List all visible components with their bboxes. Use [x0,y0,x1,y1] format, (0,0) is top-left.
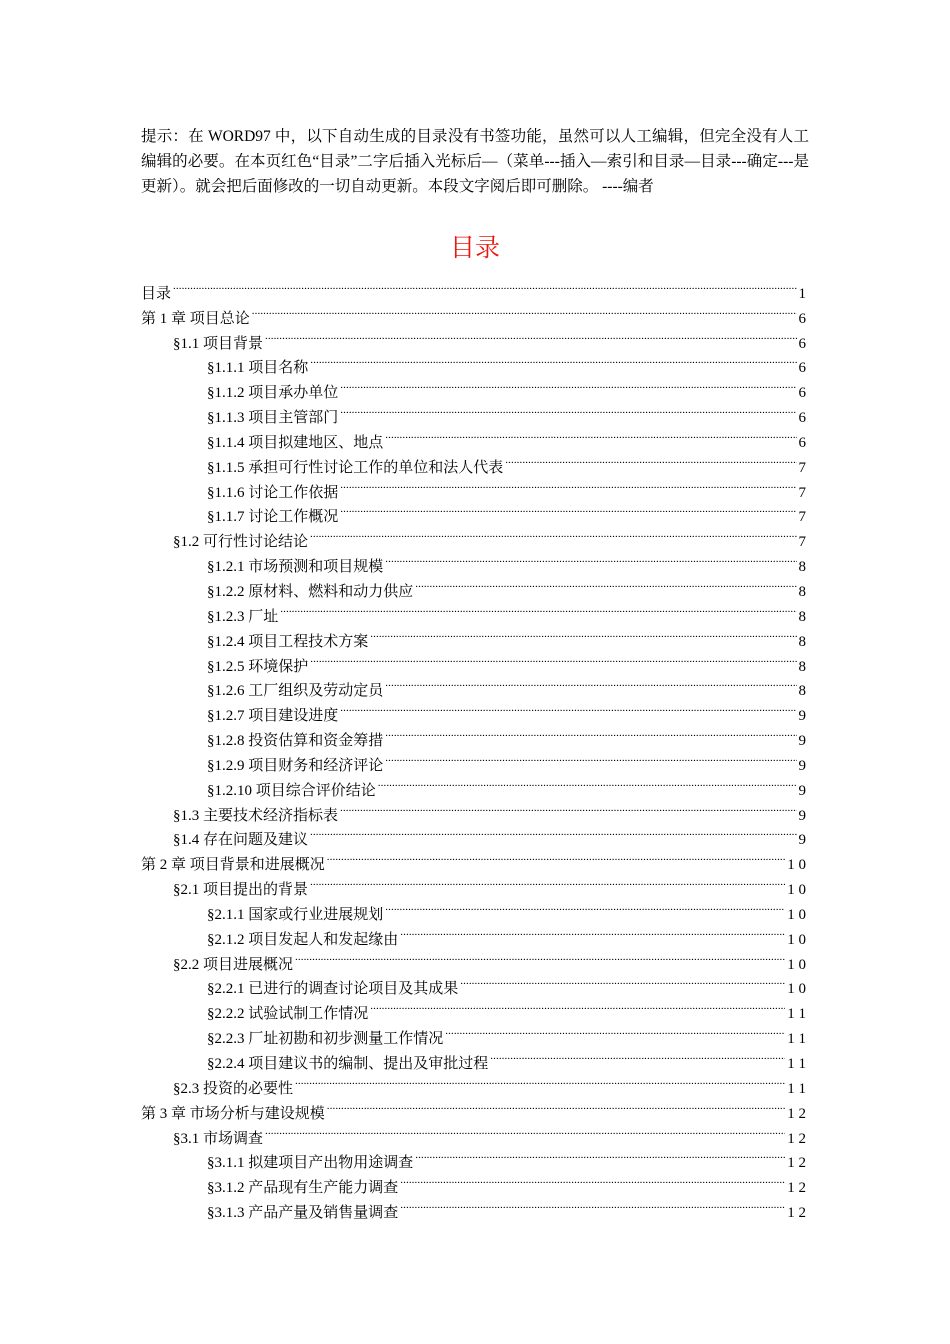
toc-entry-label: §3.1.2 产品现有生产能力调查 [207,1180,399,1197]
toc-dot-leader [460,969,785,994]
toc-entry-page-number: 8 [798,583,806,600]
toc-entry-label: §1.2.7 项目建设进度 [207,708,339,725]
toc-entry-label: §2.2.2 试验试制工作情况 [207,1006,369,1023]
toc-dot-leader [385,671,796,696]
toc-entry-label: §1.1 项目背景 [173,335,264,352]
toc-entry-page-number: 1 2 [787,1155,806,1172]
toc-dot-leader [415,571,796,596]
toc-entry-label: §1.1.6 讨论工作依据 [207,484,339,501]
toc-entry-page-number: 1 2 [787,1205,806,1222]
toc-entry[interactable] [141,273,806,302]
toc-entry-label: 目录 [141,285,172,302]
toc-dot-leader [173,273,796,298]
toc-entry-label: §1.2.9 项目财务和经济评论 [207,757,384,774]
toc-entry-page-number: 1 2 [787,1130,806,1147]
toc-dot-leader [378,770,797,795]
toc-entry-label: §2.1.1 国家或行业进展规划 [207,906,384,923]
toc-entry-label: §1.1.4 项目拟建地区、地点 [207,434,384,451]
toc-entry-page-number: 7 [798,509,806,526]
toc-dot-leader [340,695,796,720]
toc-entry-page-number: 1 2 [787,1105,806,1122]
toc-entry-label: §1.2.10 项目综合评价结论 [207,782,376,799]
toc-entry-label: §1.2.3 厂址 [207,608,279,625]
toc-entry-page-number: 9 [798,832,806,849]
toc-dot-leader [295,944,785,969]
toc-entry-label: §1.1.3 项目主管部门 [207,410,339,427]
toc-entry-label: §3.1.3 产品产量及销售量调查 [207,1205,399,1222]
toc-dot-leader [385,546,796,571]
toc-entry-page-number: 9 [798,782,806,799]
toc-entry-label: §1.1.2 项目承办单位 [207,385,339,402]
toc-entry-page-number: 9 [798,708,806,725]
toc-entry-label: §2.2.1 已进行的调查讨论项目及其成果 [207,981,459,998]
toc-dot-leader [370,993,785,1018]
toc-entry-label: §2.2.3 厂址初勘和初步测量工作情况 [207,1031,444,1048]
toc-entry-label: §1.2.5 环境保护 [207,658,309,675]
toc-entry-page-number: 7 [798,459,806,476]
toc-dot-leader [340,372,796,397]
toc-dot-leader [505,447,796,472]
toc-dot-leader [400,1192,785,1217]
toc-entry-label: 第 2 章 项目背景和进展概况 [141,857,325,874]
toc-dot-leader [310,869,785,894]
toc-entry-page-number: 8 [798,633,806,650]
toc-dot-leader [310,646,796,671]
toc-dot-leader [327,844,785,869]
toc-entry-label: §1.1.5 承担可行性讨论工作的单位和法人代表 [207,459,504,476]
toc-entry-page-number: 1 0 [787,931,806,948]
editor-hint-paragraph: 提示：在 WORD97 中，以下自动生成的目录没有书签功能，虽然可以人工编辑，但完全没有人工编辑的必要。在本页红色“目录”二字后插入光标后—（菜单---插入—索引和目录—目录---确定---是更新）。就会把后面修改的一切自动更新。本段文字阅后即可删除。 ----编者 [141,128,809,195]
toc-entry-page-number: 9 [798,807,806,824]
toc-entry-label: §1.2.1 市场预测和项目规模 [207,559,384,576]
toc-entry-label: §1.3 主要技术经济指标表 [173,807,339,824]
toc-dot-leader [340,497,796,522]
toc-entry-page-number: 9 [798,733,806,750]
toc-dot-leader [385,745,796,770]
toc-dot-leader [385,422,796,447]
toc-entry-label: §2.3 投资的必要性 [173,1080,294,1097]
toc-entry-label: §1.1.1 项目名称 [207,360,309,377]
toc-entry-page-number: 6 [798,310,806,327]
toc-entry-page-number: 1 2 [787,1180,806,1197]
toc-entry-page-number: 1 0 [787,906,806,923]
toc-entry-page-number: 1 1 [787,1006,806,1023]
toc-entry-page-number: 1 [798,285,806,302]
toc-entry-label: §1.2.6 工厂组织及劳动定员 [207,683,384,700]
toc-dot-leader [252,298,797,323]
toc-entry-label: §1.2 可行性讨论结论 [173,534,309,551]
toc-entry-page-number: 8 [798,608,806,625]
toc-entry-page-number: 1 0 [787,956,806,973]
toc-entry-label: 第 3 章 市场分析与建设规模 [141,1105,325,1122]
toc-entry-label: 第 1 章 项目总论 [141,310,250,327]
toc-dot-leader [280,596,796,621]
toc-entry-label: §1.1.7 讨论工作概况 [207,509,339,526]
toc-entry-page-number: 1 0 [787,857,806,874]
toc-title: 目录 [449,233,500,262]
toc-dot-leader [400,1167,785,1192]
toc-dot-leader [327,1093,785,1118]
toc-dot-leader [265,323,796,348]
toc-dot-leader [490,1043,785,1068]
toc-entry-page-number: 7 [798,534,806,551]
toc-dot-leader [385,894,785,919]
toc-entry-label: §1.2.8 投资估算和资金筹措 [207,733,384,750]
toc-dot-leader [265,1118,785,1143]
toc-entry[interactable] [141,298,806,327]
toc-entry-label: §1.2.2 原材料、燃料和动力供应 [207,583,414,600]
toc-dot-leader [310,820,796,845]
toc-entry-page-number: 1 0 [787,882,806,899]
toc-entry-label: §1.2.4 项目工程技术方案 [207,633,369,650]
toc-entry-page-number: 1 1 [787,1031,806,1048]
toc-entry-page-number: 8 [798,559,806,576]
toc-dot-leader [295,1068,785,1093]
toc-entry-label: §1.4 存在问题及建议 [173,832,309,849]
toc-dot-leader [340,795,796,820]
toc-dot-leader [415,1143,785,1168]
toc-entry-page-number: 6 [798,385,806,402]
table-of-contents [141,273,806,1222]
toc-entry-label: §2.2 项目进展概况 [173,956,294,973]
toc-entry-page-number: 6 [798,335,806,352]
toc-entry-label: §3.1.1 拟建项目产出物用途调查 [207,1155,414,1172]
toc-entry-page-number: 1 1 [787,1056,806,1072]
toc-entry-label: §2.2.4 项目建议书的编制、提出及审批过程 [207,1056,489,1072]
toc-dot-leader [310,521,796,546]
toc-entry-page-number: 1 1 [787,1080,806,1097]
toc-dot-leader [445,1018,785,1043]
toc-entry-page-number: 6 [798,434,806,451]
toc-entry-page-number: 6 [798,410,806,427]
toc-entry-page-number: 7 [798,484,806,501]
toc-entry-page-number: 9 [798,757,806,774]
toc-entry-page-number: 8 [798,658,806,675]
toc-dot-leader [370,621,796,646]
toc-entry-label: §3.1 市场调查 [173,1130,264,1147]
toc-entry-page-number: 1 0 [787,981,806,998]
toc-entry-label: §2.1 项目提出的背景 [173,882,309,899]
toc-entry-label: §2.1.2 项目发起人和发起缘由 [207,931,399,948]
toc-dot-leader [340,472,796,497]
toc-entry-page-number: 8 [798,683,806,700]
toc-dot-leader [340,397,796,422]
toc-dot-leader [400,919,785,944]
toc-dot-leader [310,348,796,373]
toc-entry-page-number: 6 [798,360,806,377]
toc-dot-leader [385,720,796,745]
